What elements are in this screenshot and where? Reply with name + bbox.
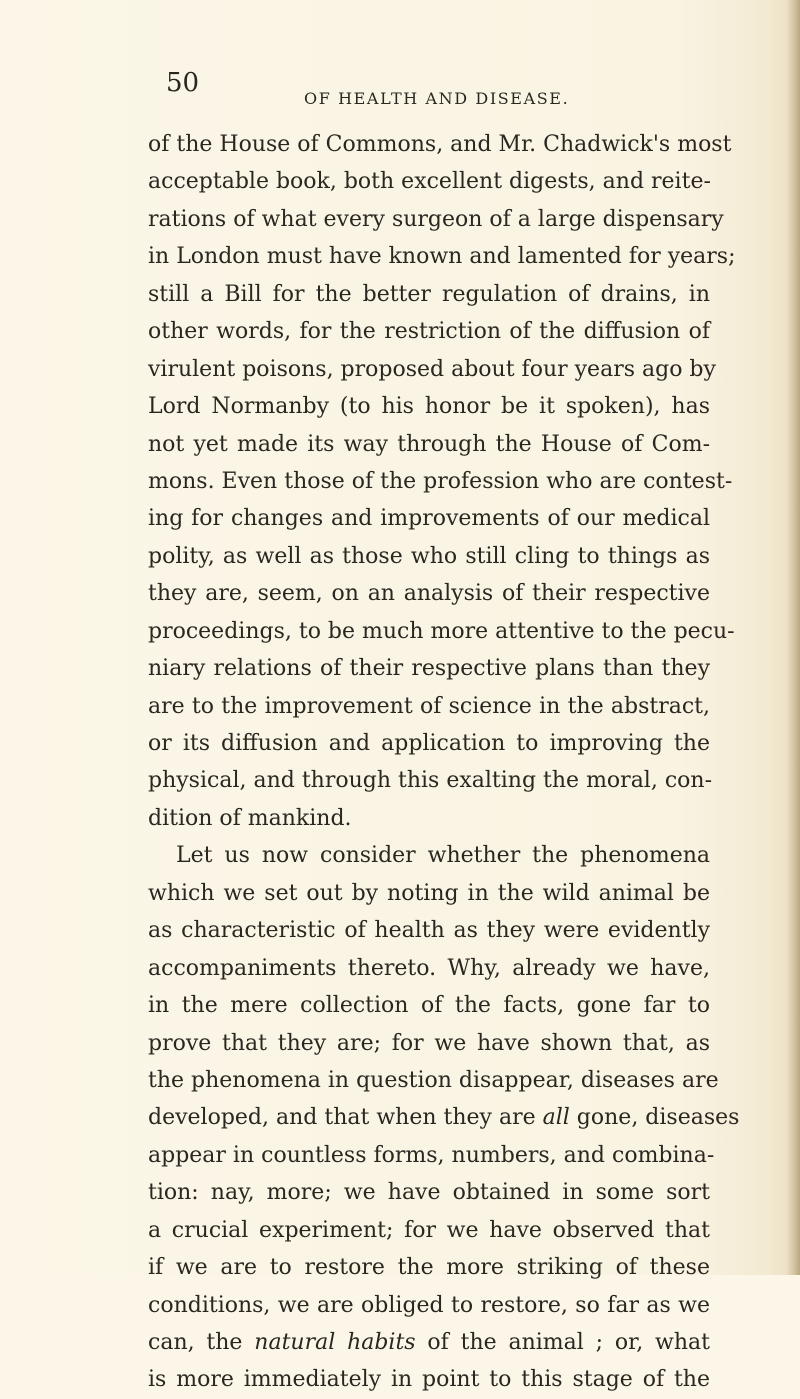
text-line: the phenomena in question disappear, diseases are xyxy=(148,1067,719,1093)
page-number: 50 xyxy=(166,68,200,98)
text-line: not yet made its way through the House of Com- xyxy=(148,431,710,457)
text-line: or its diffusion and application to improving the xyxy=(148,731,710,756)
text-line: virulent poisons, proposed about four years ago by xyxy=(148,356,716,382)
text-line: proceedings, to be much more attentive to the pecu- xyxy=(148,618,735,644)
text-run: developed, and that when they are xyxy=(148,1105,543,1131)
italic-text: natural habits xyxy=(254,1330,416,1355)
paragraph-1 xyxy=(148,126,736,837)
text-line: other words, for the restriction of the diffusion of xyxy=(148,319,710,345)
text-line: appear in countless forms, numbers, and combina- xyxy=(148,1142,715,1168)
text-line xyxy=(148,1324,710,1361)
running-head: OF HEALTH AND DISEASE. xyxy=(304,89,570,108)
text-line: dition of mankind. xyxy=(148,805,352,831)
text-line: is more immediately in point to this stage of the xyxy=(148,1367,710,1393)
text-run: can, the xyxy=(148,1330,255,1355)
italic-text: all xyxy=(542,1105,570,1131)
text-line: if we are to restore the more striking of these xyxy=(148,1255,710,1281)
text-line: they are, seem, on an analysis of their respective xyxy=(148,581,710,607)
text-run: of the animal ; or, what xyxy=(415,1330,710,1355)
text-line: mons. Even those of the profession who are contest- xyxy=(148,468,733,494)
page-header xyxy=(0,68,800,108)
text-line: conditions, we are obliged to restore, so far as we xyxy=(148,1292,710,1318)
text-line: niary relations of their respective plans than they xyxy=(148,656,710,682)
text-line: in London must have known and lamented for years; xyxy=(148,244,736,270)
text-line: prove that they are; for we have shown that, as xyxy=(148,1030,710,1056)
paragraph-2 xyxy=(148,837,740,1399)
text-line: tion: nay, more; we have obtained in some sort xyxy=(148,1180,710,1206)
text-line: acceptable book, both excellent digests, and reite- xyxy=(148,169,711,195)
text-line: of the House of Commons, and Mr. Chadwick's most xyxy=(148,132,732,157)
text-line: in the mere collection of the facts, gone far to xyxy=(148,993,710,1019)
text-line: which we set out by noting in the wild animal be xyxy=(148,880,710,906)
text-line: are to the improvement of science in the abstract, xyxy=(148,693,710,719)
text-line: polity, as well as those who still cling to things as xyxy=(148,543,710,569)
text-line: rations of what every surgeon of a large dispensary xyxy=(148,206,724,232)
text-line: Lord Normanby (to his honor be it spoken), has xyxy=(148,394,710,420)
text-line xyxy=(148,1099,740,1136)
text-line: ing for changes and improvements of our medical xyxy=(148,506,710,532)
text-line: still a Bill for the better regulation of drains, in xyxy=(148,281,710,307)
text-line: a crucial experiment; for we have observed that xyxy=(148,1217,710,1243)
body-text xyxy=(148,126,740,1399)
page-edge-shadow xyxy=(786,0,800,1275)
text-line: physical, and through this exalting the moral, con- xyxy=(148,768,712,794)
text-line: Let us now consider whether the phenomena xyxy=(176,843,710,869)
text-run: gone, diseases xyxy=(569,1105,740,1131)
text-line: accompaniments thereto. Why, already we have, xyxy=(148,955,710,981)
text-line: as characteristic of health as they were evidently xyxy=(148,918,710,944)
